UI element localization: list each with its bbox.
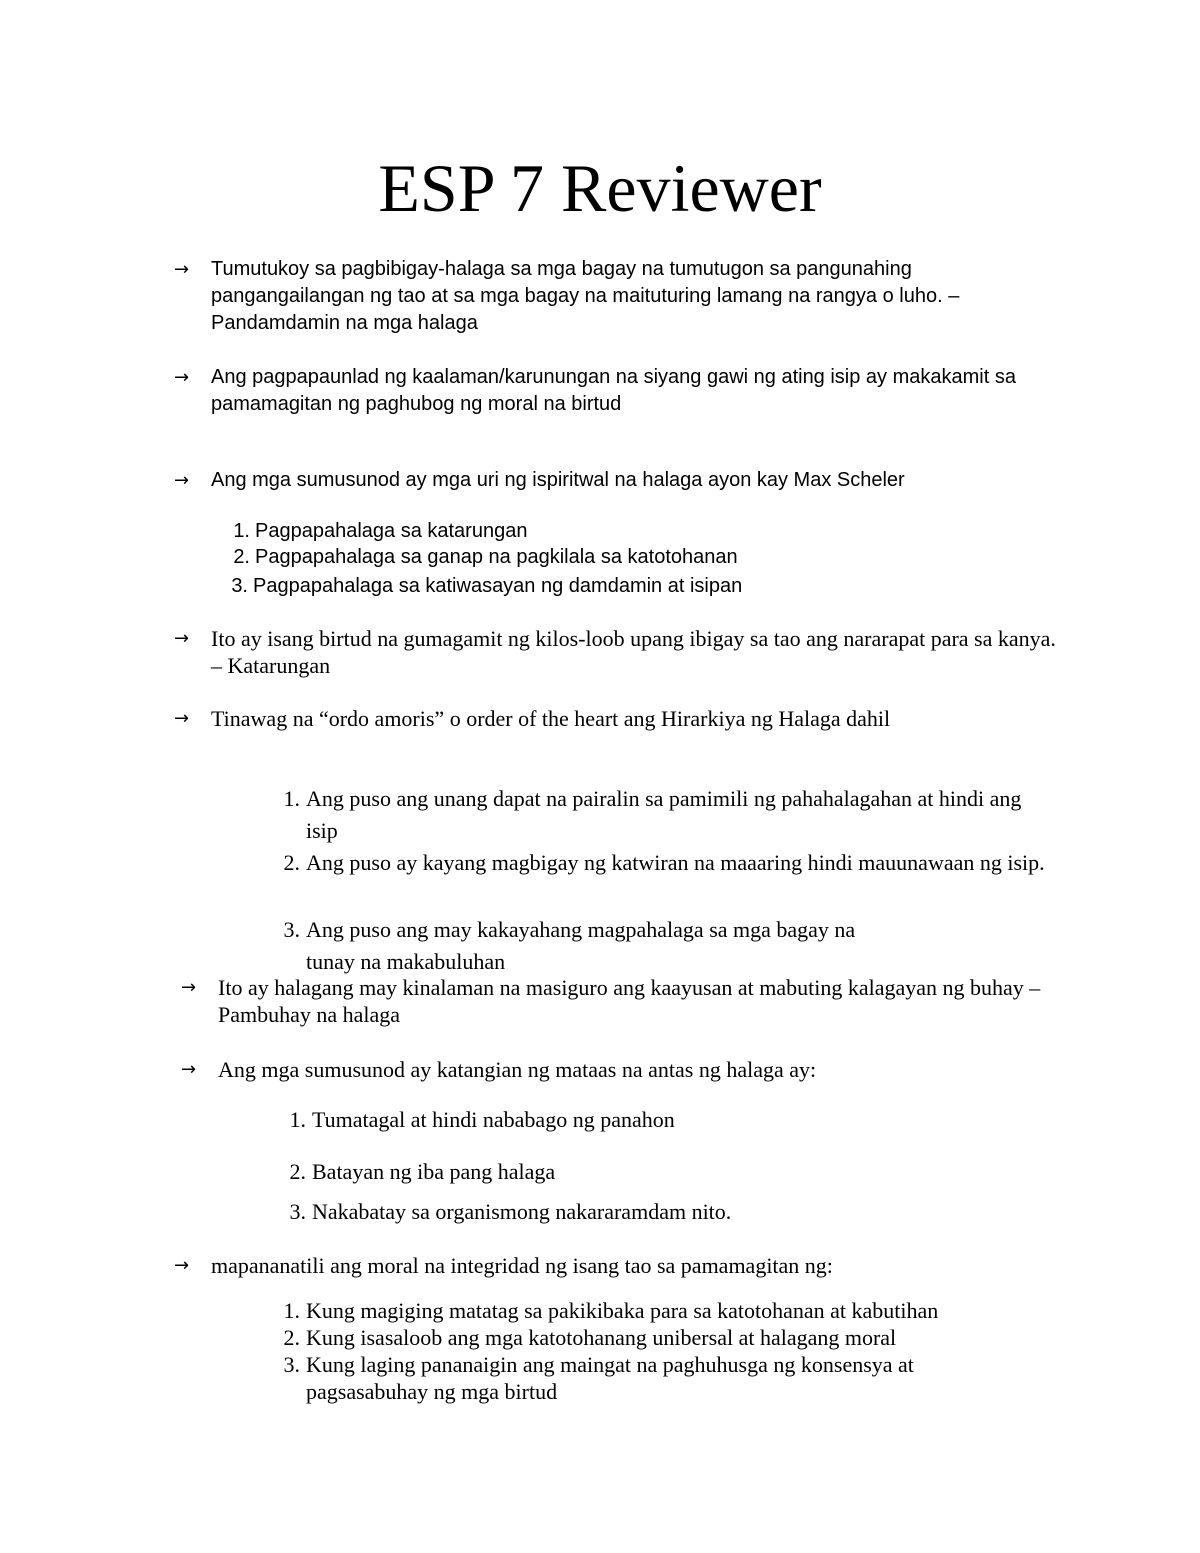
list-number: 1. xyxy=(289,1107,306,1132)
list-number: 3. xyxy=(289,1199,306,1224)
list-item xyxy=(0,1297,1200,1325)
arrow-icon: → xyxy=(181,1059,197,1080)
arrow-icon: → xyxy=(174,259,190,280)
list-text: Pagpapahalaga sa ganap na pagkilala sa katotohanan xyxy=(255,546,738,568)
bullet-text: Ang pagpapaunlad ng kaalaman/karunungan na siyang gawi ng ating isip ay makakamit sa pamamagitan ng paghubog ng moral na birtud xyxy=(211,366,1016,415)
arrow-icon: → xyxy=(181,977,197,998)
list-item xyxy=(0,1351,1200,1407)
list-text: Kung isasaloob ang mga katotohanang unibersal at halagang moral xyxy=(306,1325,897,1350)
list-number: 3. xyxy=(283,917,300,942)
bullet-text: Tinawag na “ordo amoris” o order of the heart ang Hirarkiya ng Halaga dahil xyxy=(211,706,891,731)
list-item xyxy=(0,1198,1200,1226)
list-item xyxy=(0,1158,1200,1186)
bullet-item xyxy=(0,364,1200,420)
list-item xyxy=(0,573,1200,601)
list-text: Tumatagal at hindi nababago ng panahon xyxy=(312,1107,675,1132)
arrow-icon: → xyxy=(174,470,190,491)
list-item xyxy=(0,1324,1200,1352)
bullet-text: Ang mga sumusunod ay mga uri ng ispiritwal na halaga ayon kay Max Scheler xyxy=(211,469,905,491)
list-number: 2. xyxy=(289,1159,306,1184)
list-text: Pagpapahalaga sa katarungan xyxy=(255,520,528,542)
list-number: 2. xyxy=(283,850,300,875)
list-item xyxy=(0,518,1200,546)
list-number: 1. xyxy=(283,1298,300,1323)
bullet-item xyxy=(0,625,1200,681)
list-item xyxy=(0,847,1200,911)
arrow-icon: → xyxy=(174,367,190,388)
list-number: 2. xyxy=(233,546,250,568)
arrow-icon: → xyxy=(174,708,190,729)
bullet-text: mapananatili ang moral na integridad ng isang tao sa pamamagitan ng: xyxy=(211,1253,833,1278)
bullet-item xyxy=(0,705,1200,733)
list-number: 3. xyxy=(231,575,248,597)
list-item xyxy=(0,544,1200,572)
bullet-item xyxy=(0,1252,1200,1280)
list-text: Ang puso ay kayang magbigay ng katwiran na maaaring hindi mauunawaan ng isip. xyxy=(306,850,1045,875)
list-text: Pagpapahalaga sa katiwasayan ng damdamin at isipan xyxy=(253,575,743,597)
list-number: 1. xyxy=(283,786,300,811)
arrow-icon: → xyxy=(174,628,190,649)
bullet-item xyxy=(0,256,1200,338)
bullet-text: Ang mga sumusunod ay katangian ng mataas na antas ng halaga ay: xyxy=(218,1057,817,1082)
bullet-text: Ito ay isang birtud na gumagamit ng kilos-loob upang ibigay sa tao ang nararapat para sa kanya. – Katarungan xyxy=(211,626,1056,678)
bullet-item xyxy=(0,974,1200,1030)
bullet-text: Ito ay halagang may kinalaman na masiguro ang kaayusan at mabuting kalagayan ng buhay – Pambuhay na halaga xyxy=(218,975,1041,1027)
list-number: 3. xyxy=(283,1352,300,1377)
arrow-icon: → xyxy=(174,1255,190,1276)
bullet-text: Tumutukoy sa pagbibigay-halaga sa mga bagay na tumutugon sa pangunahing pangangailangan ng tao at sa mga bagay na maituturing lamang na rangya o luho. – Pandamdamin na mga halaga xyxy=(211,258,960,334)
list-text: Ang puso ang unang dapat na pairalin sa pamimili ng pahahalagahan at hindi ang isip xyxy=(306,786,1022,843)
page-title: ESP 7 Reviewer xyxy=(378,150,822,226)
list-text: Ang puso ang may kakayahang magpahalaga sa mga bagay na tunay na makabuluhan xyxy=(306,917,856,974)
bullet-item xyxy=(0,467,1200,495)
list-item xyxy=(0,783,1200,847)
list-text: Batayan ng iba pang halaga xyxy=(312,1159,556,1184)
list-text: Nakabatay sa organismong nakararamdam nito. xyxy=(312,1199,732,1224)
list-item xyxy=(0,1106,1200,1134)
list-item xyxy=(0,914,1200,978)
bullet-item xyxy=(0,1056,1200,1084)
list-number: 1. xyxy=(233,520,250,542)
list-text: Kung magiging matatag sa pakikibaka para sa katotohanan at kabutihan xyxy=(306,1298,939,1323)
list-text: Kung laging pananaigin ang maingat na paghuhusga ng konsensya at pagsasabuhay ng mga birtud xyxy=(306,1352,914,1404)
list-number: 2. xyxy=(283,1325,300,1350)
